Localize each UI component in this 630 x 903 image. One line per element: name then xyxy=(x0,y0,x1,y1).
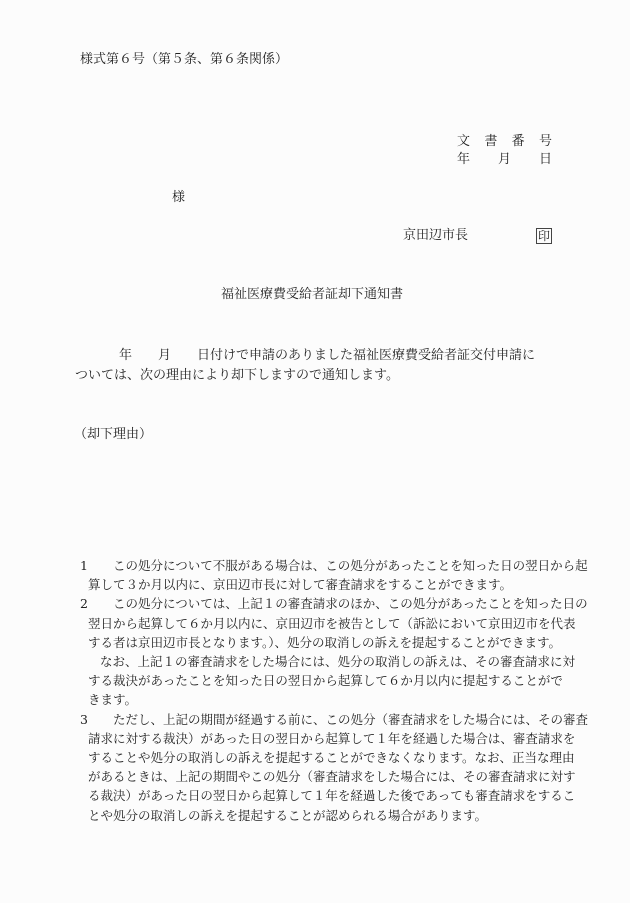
reason-heading: （却下理由） xyxy=(74,427,153,442)
note-item-3: 3 ただし、上記の期間が経過する前に、この処分（審査請求をした場合には、その審査 請求に対する裁決）があった日の翌日から起算して１年を経過した場合は、審査請求を することや処分の取消しの訴えを提起することができなくなります。なお、正当な理由 があるときは、上記の期間やこの処分（審査請求をした場合には、その審査請求に対す る裁決）があった日の翌日から起算して１年を経過した後であっても審査請求をするこ とや処分の取消しの訴えを提起することが認められる場合があります。 xyxy=(80,711,588,823)
body-line-2: ついては、次の理由により却下しますので通知します。 xyxy=(75,368,399,383)
document-number-label: 文 書 番 号 xyxy=(457,134,552,149)
note-number: 1 xyxy=(80,558,88,573)
issuer-name: 京田辺市長 xyxy=(403,228,469,243)
addressee-honorific: 様 xyxy=(172,190,186,205)
note-item-2: 2 この処分については、上記１の審査請求のほか、この処分があったことを知った日の 翌日から起算して６か月以内に、京田辺市を被告として（訴訟において京田辺市を代表 する者は京田辺市長となります。）、処分の取消しの訴えを提起することができます。 なお、上記１の審査請求をした場合には、処分の取消しの訴えは、その審査請求に対 する裁決があったことを知った日の翌日から起算して６か月以内に提起することがで きます。 xyxy=(80,596,588,708)
form-label: 様式第６号（第５条、第６条関係） xyxy=(80,52,289,67)
issue-date: 年 月 日 xyxy=(457,152,552,167)
document-title: 福祉医療費受給者証却下通知書 xyxy=(221,287,404,302)
note-item-1: 1 この処分について不服がある場合は、この処分があったことを知った日の翌日から起 算して３か月以内に、京田辺市長に対して審査請求をすることができます。 xyxy=(80,558,588,593)
body-line-1: 年 月 日付けで申請のありました福祉医療費受給者証交付申請に xyxy=(119,348,536,363)
appeal-notes xyxy=(80,556,588,825)
note-number: 2 xyxy=(80,596,88,612)
note-number: 3 xyxy=(80,711,88,727)
seal-mark: 印 xyxy=(537,229,550,243)
